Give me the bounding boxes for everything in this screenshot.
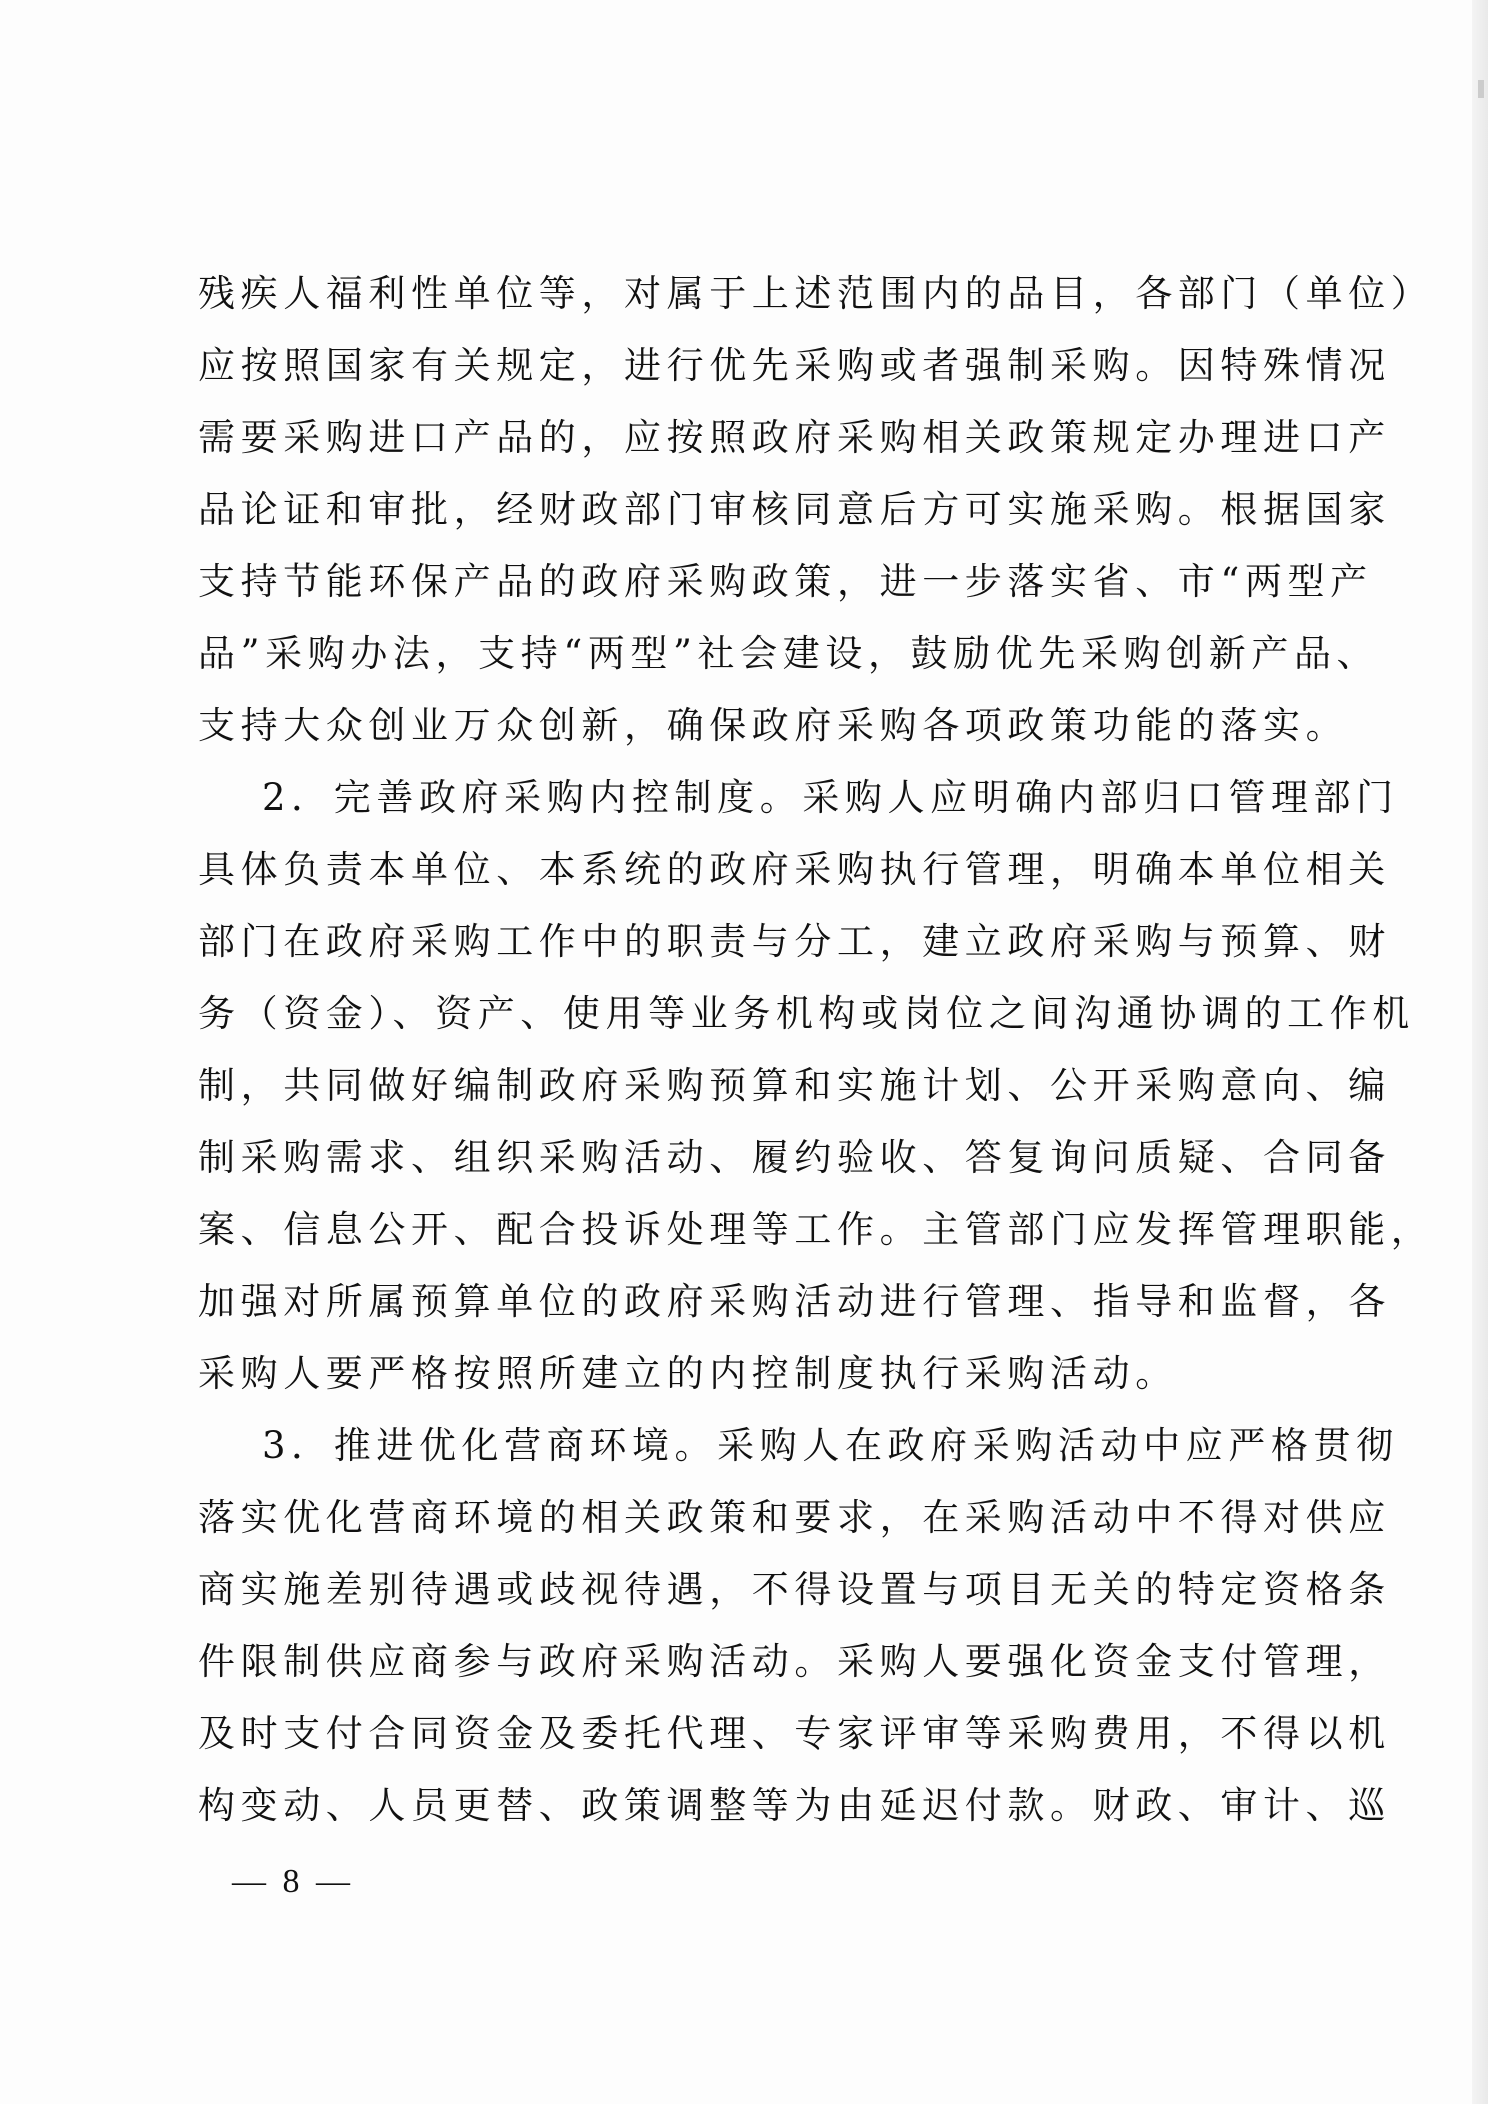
text-line: 需要采购进口产品的，应按照政府采购相关政策规定办理进口产 xyxy=(198,416,1391,459)
text-line: 具体负责本单位、本系统的政府采购执行管理，明确本单位相关 xyxy=(198,848,1391,891)
text-line: 制，共同做好编制政府采购预算和实施计划、公开采购意向、编 xyxy=(198,1064,1391,1107)
text-line: 支持大众创业万众创新，确保政府采购各项政策功能的落实。 xyxy=(198,704,1349,747)
text-line: 支持节能环保产品的政府采购政策，进一步落实省、市“两型产 xyxy=(198,560,1373,603)
page-number: — 8 — xyxy=(232,1863,354,1900)
text-line: 务（资金）、资产、使用等业务机构或岗位之间沟通协调的工作机 xyxy=(198,992,1415,1035)
text-line: 件限制供应商参与政府采购活动。采购人要强化资金支付管理， xyxy=(198,1640,1391,1683)
text-line: 加强对所属预算单位的政府采购活动进行管理、指导和监督，各 xyxy=(198,1280,1391,1323)
section-2-heading-line: 2．完善政府采购内控制度。采购人应明确内部归口管理部门 xyxy=(262,776,1399,819)
scan-mark xyxy=(1478,80,1484,98)
text-line: 商实施差别待遇或歧视待遇，不得设置与项目无关的特定资格条 xyxy=(198,1568,1391,1611)
text-line: 采购人要严格按照所建立的内控制度执行采购活动。 xyxy=(198,1352,1178,1395)
text-line: 落实优化营商环境的相关政策和要求，在采购活动中不得对供应 xyxy=(198,1496,1391,1539)
text-line: 构变动、人员更替、政策调整等为由延迟付款。财政、审计、巡 xyxy=(198,1784,1391,1827)
text-line: 应按照国家有关规定，进行优先采购或者强制采购。因特殊情况 xyxy=(198,344,1391,387)
text-line: 残疾人福利性单位等，对属于上述范围内的品目，各部门（单位） xyxy=(198,272,1434,315)
scan-edge xyxy=(1472,0,1488,2104)
text-line: 品”采购办法，支持“两型”社会建设，鼓励优先采购创新产品、 xyxy=(198,632,1380,675)
text-line: 及时支付合同资金及委托代理、专家评审等采购费用，不得以机 xyxy=(198,1712,1391,1755)
body-text xyxy=(198,258,1434,1842)
section-3-heading-line: 3．推进优化营商环境。采购人在政府采购活动中应严格贯彻 xyxy=(262,1424,1399,1467)
text-line: 制采购需求、组织采购活动、履约验收、答复询问质疑、合同备 xyxy=(198,1136,1391,1179)
text-line: 品论证和审批，经财政部门审核同意后方可实施采购。根据国家 xyxy=(198,488,1391,531)
text-line: 部门在政府采购工作中的职责与分工，建立政府采购与预算、财 xyxy=(198,920,1391,963)
text-line: 案、信息公开、配合投诉处理等工作。主管部门应发挥管理职能， xyxy=(198,1208,1434,1251)
